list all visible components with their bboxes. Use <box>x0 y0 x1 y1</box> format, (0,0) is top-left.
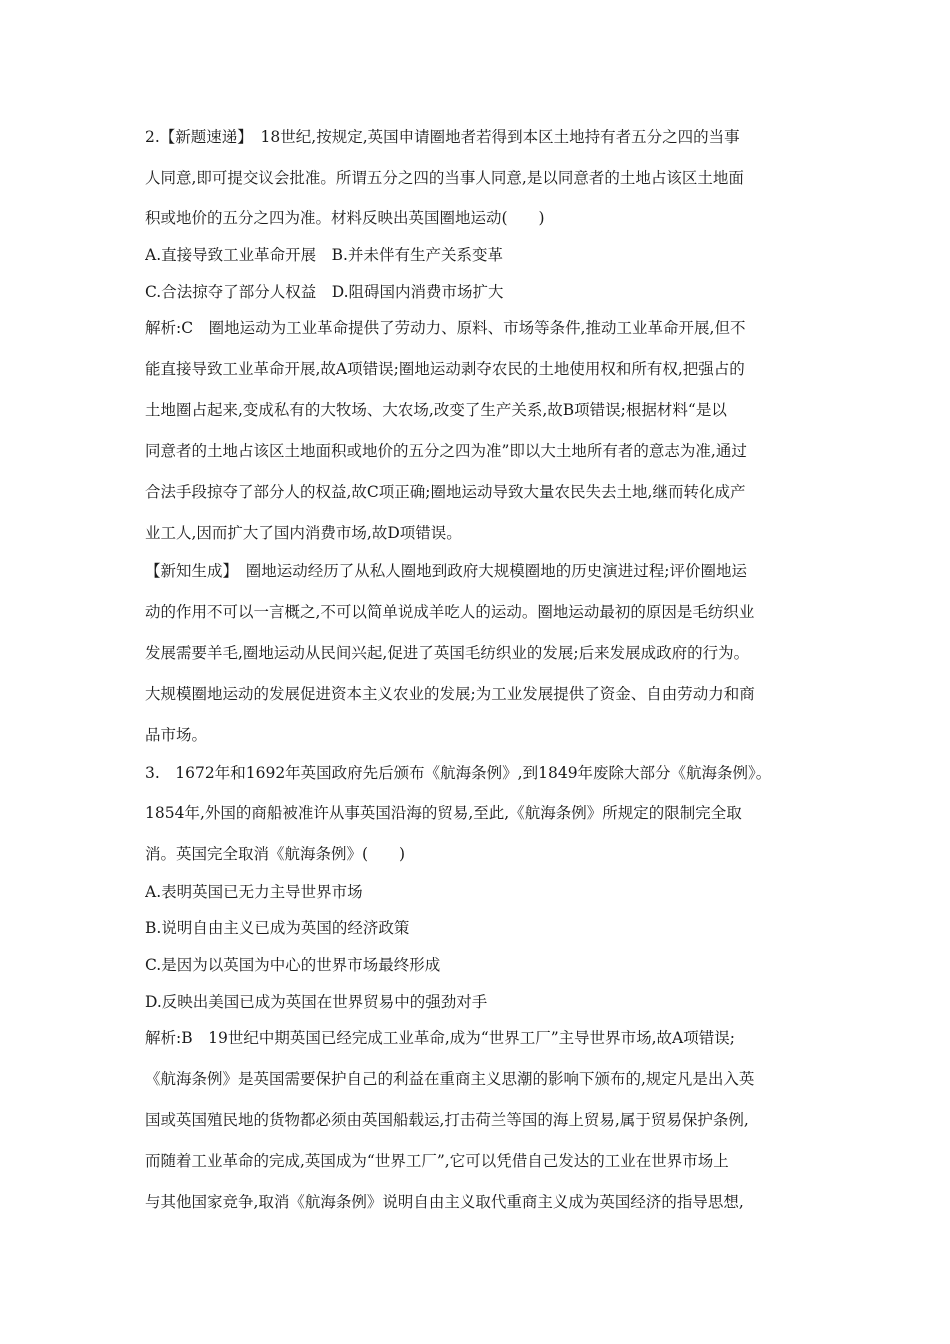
question-3-stem-line-1: 3. 1672年和1692年英国政府先后颁布《航海条例》,到1849年废除大部分《航海条例》。 <box>145 764 772 782</box>
question-2-analysis-line-2: 能直接导致工业革命开展,故A项错误;圈地运动剥夺农民的土地使用权和所有权,把强占的 <box>145 360 745 378</box>
question-3-option-b: B.说明自由主义已成为英国的经济政策 <box>145 919 410 937</box>
question-3-option-a: A.表明英国已无力主导世界市场 <box>145 883 363 901</box>
question-2-stem-line-3: 积或地价的五分之四为准。材料反映出英国圈地运动( ) <box>145 209 545 227</box>
question-3-option-c: C.是因为以英国为中心的世界市场最终形成 <box>145 956 441 974</box>
question-2-stem-line-2: 人同意,即可提交议会批准。所谓五分之四的当事人同意,是以同意者的土地占该区土地面 <box>145 169 744 187</box>
question-2-analysis-line-4: 同意者的土地占该区土地面积或地价的五分之四为准”即以大土地所有者的意志为准,通过 <box>145 442 747 460</box>
question-3-analysis-line-2: 《航海条例》是英国需要保护自己的利益在重商主义思潮的影响下颁布的,规定凡是出入英 <box>145 1070 755 1088</box>
question-2-analysis-line-3: 土地圈占起来,变成私有的大牧场、大农场,改变了生产关系,故B项错误;根据材料“是以 <box>145 401 727 419</box>
question-3-analysis-line-5: 与其他国家竞争,取消《航海条例》说明自由主义取代重商主义成为英国经济的指导思想, <box>145 1193 744 1211</box>
question-3-analysis-line-3: 国或英国殖民地的货物都必须由英国船载运,打击荷兰等国的海上贸易,属于贸易保护条例, <box>145 1111 749 1129</box>
question-2-options-ab: A.直接导致工业革命开展 B.并未伴有生产关系变革 <box>145 246 503 264</box>
question-2-analysis-line-5: 合法手段掠夺了部分人的权益,故C项正确;圈地运动导致大量农民失去土地,继而转化成产 <box>145 483 746 501</box>
question-3-option-d: D.反映出美国已成为英国在世界贸易中的强劲对手 <box>145 993 488 1011</box>
question-3-stem-line-2: 1854年,外国的商船被准许从事英国沿海的贸易,至此,《航海条例》所规定的限制完全取 <box>145 804 742 822</box>
new-knowledge-line-4: 大规模圈地运动的发展促进资本主义农业的发展;为工业发展提供了资金、自由劳动力和商 <box>145 685 755 703</box>
question-3-analysis-line-1: 解析:B 19世纪中期英国已经完成工业革命,成为“世界工厂”主导世界市场,故A项错误; <box>145 1029 735 1047</box>
new-knowledge-line-2: 动的作用不可以一言概之,不可以简单说成羊吃人的运动。圈地运动最初的原因是毛纺织业 <box>145 603 755 621</box>
new-knowledge-line-1: 【新知生成】 圈地运动经历了从私人圈地到政府大规模圈地的历史演进过程;评价圈地运 <box>145 562 747 580</box>
question-3-stem-line-3: 消。英国完全取消《航海条例》( ) <box>145 845 406 863</box>
question-3-analysis-line-4: 而随着工业革命的完成,英国成为“世界工厂”,它可以凭借自己发达的工业在世界市场上 <box>145 1152 729 1170</box>
question-2-stem-line-1: 2.【新题速递】 18世纪,按规定,英国申请圈地者若得到本区土地持有者五分之四的当事 <box>145 128 740 146</box>
question-2-analysis-line-6: 业工人,因而扩大了国内消费市场,故D项错误。 <box>145 524 462 542</box>
question-2-options-cd: C.合法掠夺了部分人权益 D.阻碍国内消费市场扩大 <box>145 283 504 301</box>
question-2-analysis-line-1: 解析:C 圈地运动为工业革命提供了劳动力、原料、市场等条件,推动工业革命开展,但不 <box>145 319 746 337</box>
new-knowledge-line-3: 发展需要羊毛,圈地运动从民间兴起,促进了英国毛纺织业的发展;后来发展成政府的行为。 <box>145 644 750 662</box>
new-knowledge-line-5: 品市场。 <box>145 726 208 744</box>
